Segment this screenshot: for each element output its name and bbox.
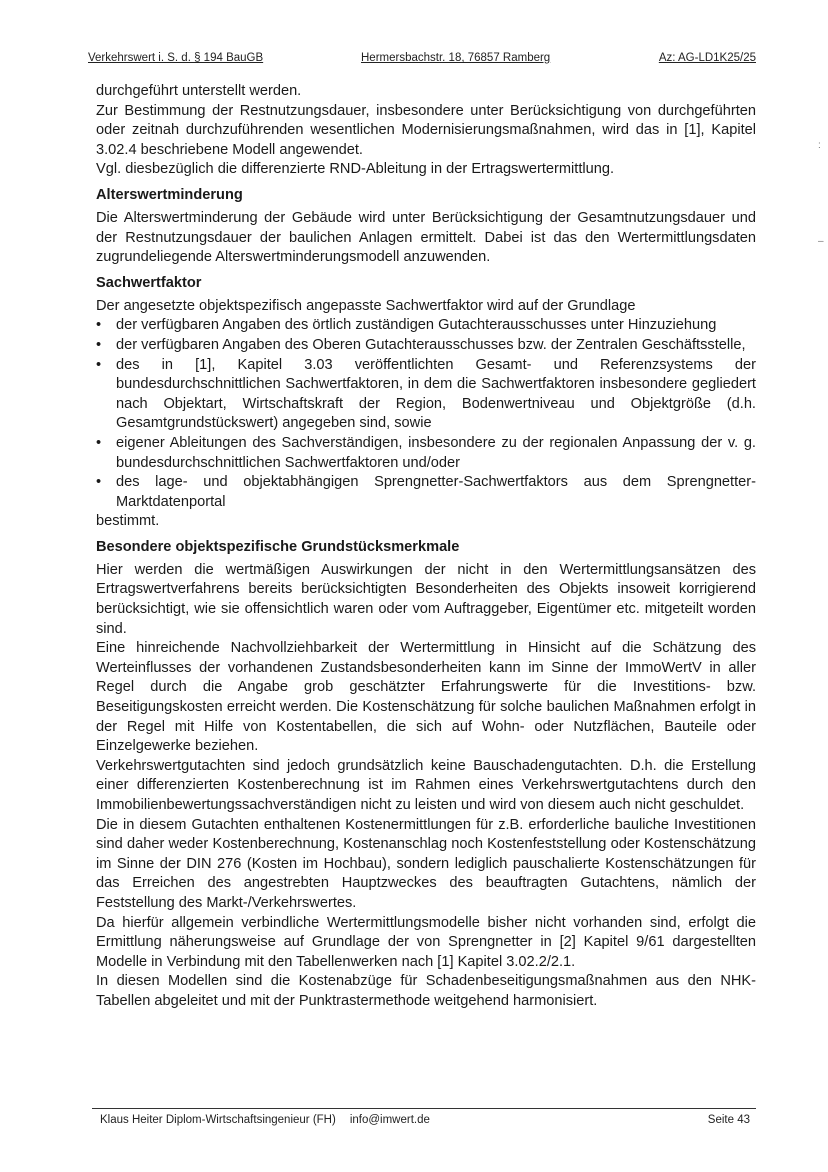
list-item-text: des lage- und objektabhängigen Sprengnetter-Sachwertfaktors aus dem Sprengnetter-Marktdatenportal (116, 474, 756, 510)
list-item (96, 473, 756, 512)
footer-author-block (100, 1114, 430, 1126)
paragraph-besondere-3: Verkehrswertgutachten sind jedoch grundsätzlich keine Bauschadengutachten. D.h. die Erstellung einer differenzierten Kostenberechnung ist im Rahmen eines Verkehrswertgutachtens durch den Immobilienbewertungssachverständigen nicht zu leisten und wird von diesem auch nicht geschuldet. (96, 757, 756, 813)
bullet-icon: • (96, 474, 102, 491)
header-valuation-basis: Verkehrswert i. S. d. § 194 BauGB (88, 52, 264, 64)
paragraph-continuation: durchgeführt unterstellt werden. (96, 83, 302, 99)
footer-email: info@imwert.de (349, 1114, 430, 1126)
paragraph-besondere-4: Die in diesem Gutachten enthaltenen Kostenermittlungen für z.B. erforderliche bauliche Investitionen sind daher weder Kostenberechnung, Kostenanschlag noch Kostenfeststellung oder Kostenschätzung im Sinne der DIN 276 (Kosten im Hochbau), sondern lediglich pauschalierte Kostenschätzungen für das Erreichen des angestrebten Hauptzweckes des beauftragten Gutachtens, nämlich der Feststellung des Markt-/Verkehrswertes. (96, 816, 756, 911)
list-item (96, 316, 756, 336)
bullet-icon: • (96, 434, 102, 451)
footer-page-number: Seite 43 (707, 1114, 750, 1126)
list-item (96, 434, 756, 473)
paragraph-sachwertfaktor-intro: Der angesetzte objektspezifisch angepasste Sachwertfaktor wird auf der Grundlage (96, 297, 636, 314)
list-item-text: des in [1], Kapitel 3.03 veröffentlichten Gesamt- und Referenzsystems der bundesdurchschnittlichen Sachwertfaktoren, in dem die Sachwertfaktoren insbesondere gegliedert nach Objektart, Wirtschaftskraft der Region, Bodenwertniveau und Objektgröße (d.h. Gesamtgrundstückswert) angegeben sind, sowie (116, 356, 756, 432)
bullet-icon: • (96, 336, 102, 353)
heading-besondere-merkmale: Besondere objektspezifische Grundstücksmerkmale (96, 538, 460, 555)
heading-alterswertminderung: Alterswertminderung (96, 186, 243, 203)
document-body (96, 82, 756, 1012)
footer-author: Klaus Heiter Diplom-Wirtschaftsingenieur (FH) (100, 1114, 336, 1126)
list-item (96, 336, 756, 356)
header-property-address: Hermersbachstr. 18, 76857 Ramberg (361, 52, 551, 64)
paragraph-besondere-5: Da hierfür allgemein verbindliche Wertermittlungsmodelle bisher nicht vorhanden sind, erfolgt die Ermittlung näherungsweise auf Grundlage der von Sprengnetter in [2] Kapitel 9/61 dargestellten Modelle in Verbindung mit den Tabellenwerken nach [1] Kapitel 3.02.2/2.1. (96, 914, 756, 970)
page-footer (92, 1108, 756, 1130)
paragraph-besondere-6: In diesen Modellen sind die Kostenabzüge für Schadenbeseitigungsmaßnahmen aus den NHK-Tabellen abgeleitet und mit der Punktrastermethode weitgehend harmonisiert. (96, 973, 756, 1009)
list-item-text: eigener Ableitungen des Sachverständigen, insbesondere zu der regionalen Anpassung der v. g. bundesdurchschnittlichen Sachwertfaktoren und/oder (116, 434, 756, 471)
sachwertfaktor-list (96, 316, 756, 512)
paragraph-besondere-1: Hier werden die wertmäßigen Auswirkungen der nicht in den Wertermittlungsansätzen des Ertragswertverfahrens bereits berücksichtigten Besonderheiten des Objekts insoweit korrigierend berücksichtigt, wie sie offensichtlich waren oder vom Auftraggeber, Eigentümer etc. mitgeteilt worden sind. (96, 561, 756, 637)
paragraph-alterswertminderung: Die Alterswertminderung der Gebäude wird unter Berücksichtigung der Gesamtnutzungsdauer und der Restnutzungsdauer der baulichen Anlagen ermittelt. Dabei ist das den Wertermittlungsdaten zugrundeliegende Alterswertminderungsmodell anzuwenden. (96, 209, 756, 266)
bullet-icon: • (96, 356, 102, 373)
paragraph-restnutzungsdauer: Zur Bestimmung der Restnutzungsdauer, insbesondere unter Berücksichtigung von durchgeführten oder zeitnah durchzuführenden wesentlichen Modernisierungsmaßnahmen, wird das in [1], Kapitel 3.02.4 beschriebene Modell angewendet. (96, 102, 756, 158)
paragraph-rnd-reference: Vgl. diesbezüglich die differenzierte RND-Ableitung in der Ertragswertermittlung. (96, 161, 615, 178)
margin-mark-top: : (818, 140, 821, 151)
page-header (88, 52, 756, 68)
list-item-text: der verfügbaren Angaben des örtlich zuständigen Gutachterausschusses unter Hinzuziehung (116, 317, 717, 334)
bullet-icon: • (96, 317, 102, 334)
heading-sachwertfaktor: Sachwertfaktor (96, 274, 202, 291)
header-file-reference: Az: AG-LD1K25/25 (658, 52, 756, 64)
paragraph-bestimmt: bestimmt. (96, 513, 160, 530)
list-item-text: der verfügbaren Angaben des Oberen Gutachterausschusses bzw. der Zentralen Geschäftsstelle, (116, 336, 746, 353)
list-item (96, 356, 756, 434)
paragraph-besondere-2: Eine hinreichende Nachvollziehbarkeit der Wertermittlung in Hinsicht auf die Schätzung des Werteinflusses der vorhandenen Zustandsbesonderheiten kann im Sinne der ImmoWertV in aller Regel durch die Angabe grob geschätzter Erfahrungswerte für die Investitions- bzw. Beseitigungskosten erreicht werden. Die Kostenschätzung für solche baulichen Maßnahmen erfolgt in der Regel mit Hilfe von Kostentabellen, die sich auf Wohn- oder Nutzflächen, Bauteile oder Einzelgewerke beziehen. (96, 640, 756, 755)
margin-mark-bottom: – (818, 236, 824, 247)
